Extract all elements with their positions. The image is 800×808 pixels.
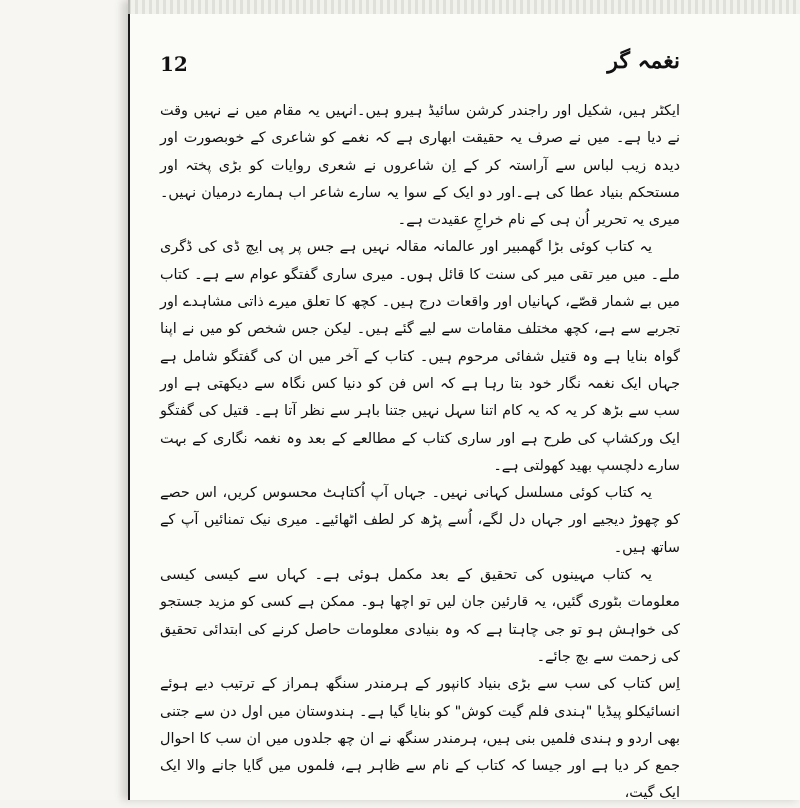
page-number: 12 (160, 52, 188, 76)
book-gutter (0, 0, 126, 800)
paragraph: ایکٹر ہیں، شکیل اور راجندر کرشن سائیڈ ہیرو ہیں۔انہیں یہ مقام میں نے نہیں وقت نے دیا ہے۔ میں نے صرف یہ حقیقت ابھاری ہے کہ نغمے کو شاعری کے خوبصورت اور دیدہ زیب لباس سے آراستہ کر کے اِن شاعروں نے شعری روایات کو بڑی پختہ اور مستحکم بنیاد عطا کی ہے۔اور دو ایک کے سوا یہ سارے شاعر اب ہمارے درمیان نہیں۔ میری یہ تحریر اُن ہی کے نام خراجِ عقیدت ہے۔ (160, 103, 680, 229)
body-text (160, 98, 680, 808)
page-top-edge (128, 0, 800, 14)
paragraph: یہ کتاب کوئی بڑا گھمبیر اور عالمانہ مقالہ نہیں ہے جس پر پی ایچ ڈی کی ڈگری ملے۔ میں میر تقی میر کی سنت کا قائل ہوں۔ میری ساری گفتگو عوام سے ہے۔ کتاب میں بے شمار قصّے، کہانیاں اور واقعات درج ہیں۔ کچھ کا تعلق میرے ذاتی مشاہدے اور تجربے سے ہے، کچھ مختلف مقامات سے لیے گئے ہیں۔ لیکن جس شخص کو میں نے اپنا گواہ بنایا ہے وہ قتیل شفائی مرحوم ہیں۔ کتاب کے آخر میں ان کی گفتگو شامل ہے جہاں ایک نغمہ نگار خود بتا رہا ہے کہ اس فن کو دنیا کس نگاہ سے دیکھتی ہے اور سب سے بڑھ کر یہ کہ یہ کام اتنا سہل نہیں جتنا باہر سے نظر آتا ہے۔ قتیل کی گفتگو ایک ورکشاپ کی طرح ہے اور ساری کتاب کے مطالعے کے بعد وہ نغمہ نگاری کے بہت سارے دلچسپ بھید کھولتی ہے۔ (160, 239, 680, 474)
paragraph: یہ کتاب کوئی مسلسل کہانی نہیں۔ جہاں آپ اُکتاہٹ محسوس کریں، اس حصے کو چھوڑ دیجیے اور جہاں دل لگے، اُسے پڑھ کر لطف اٹھائیے۔ میری نیک تمنائیں آپ کے ساتھ ہیں۔ (160, 485, 680, 556)
page-header (160, 48, 680, 88)
running-title: نغمہ گر (607, 48, 680, 74)
paragraph: اِس کتاب کی سب سے بڑی بنیاد کانپور کے ہرمندر سنگھ ہمراز کے ترتیب دیے ہوئے انسائیکلو پیڈیا "ہندی فلم گیت کوش" کو بنایا گیا ہے۔ ہندوستان میں اول دن سے جتنی بھی اردو و ہندی فلمیں بنی ہیں، ہرمندر سنگھ نے ان چھ جلدوں میں ان سب کا احوال جمع کر دیا ہے اور جیسا کہ کتاب کے نام سے ظاہر ہے، فلموں میں گایا جانے والا ایک ایک گیت، (160, 676, 680, 802)
paragraph: یہ کتاب مہینوں کی تحقیق کے بعد مکمل ہوئی ہے۔ کہاں سے کیسی کیسی معلومات بٹوری گئیں، یہ قارئین جان لیں تو اچھا ہو۔ ممکن ہے کسی کو مزید جستجو کی خواہش ہو تو جی چاہتا ہے کہ وہ بنیادی معلومات حاصل کرنے کی ابتدائی تحقیق کی زحمت سے بچ جائے۔ (160, 567, 680, 665)
